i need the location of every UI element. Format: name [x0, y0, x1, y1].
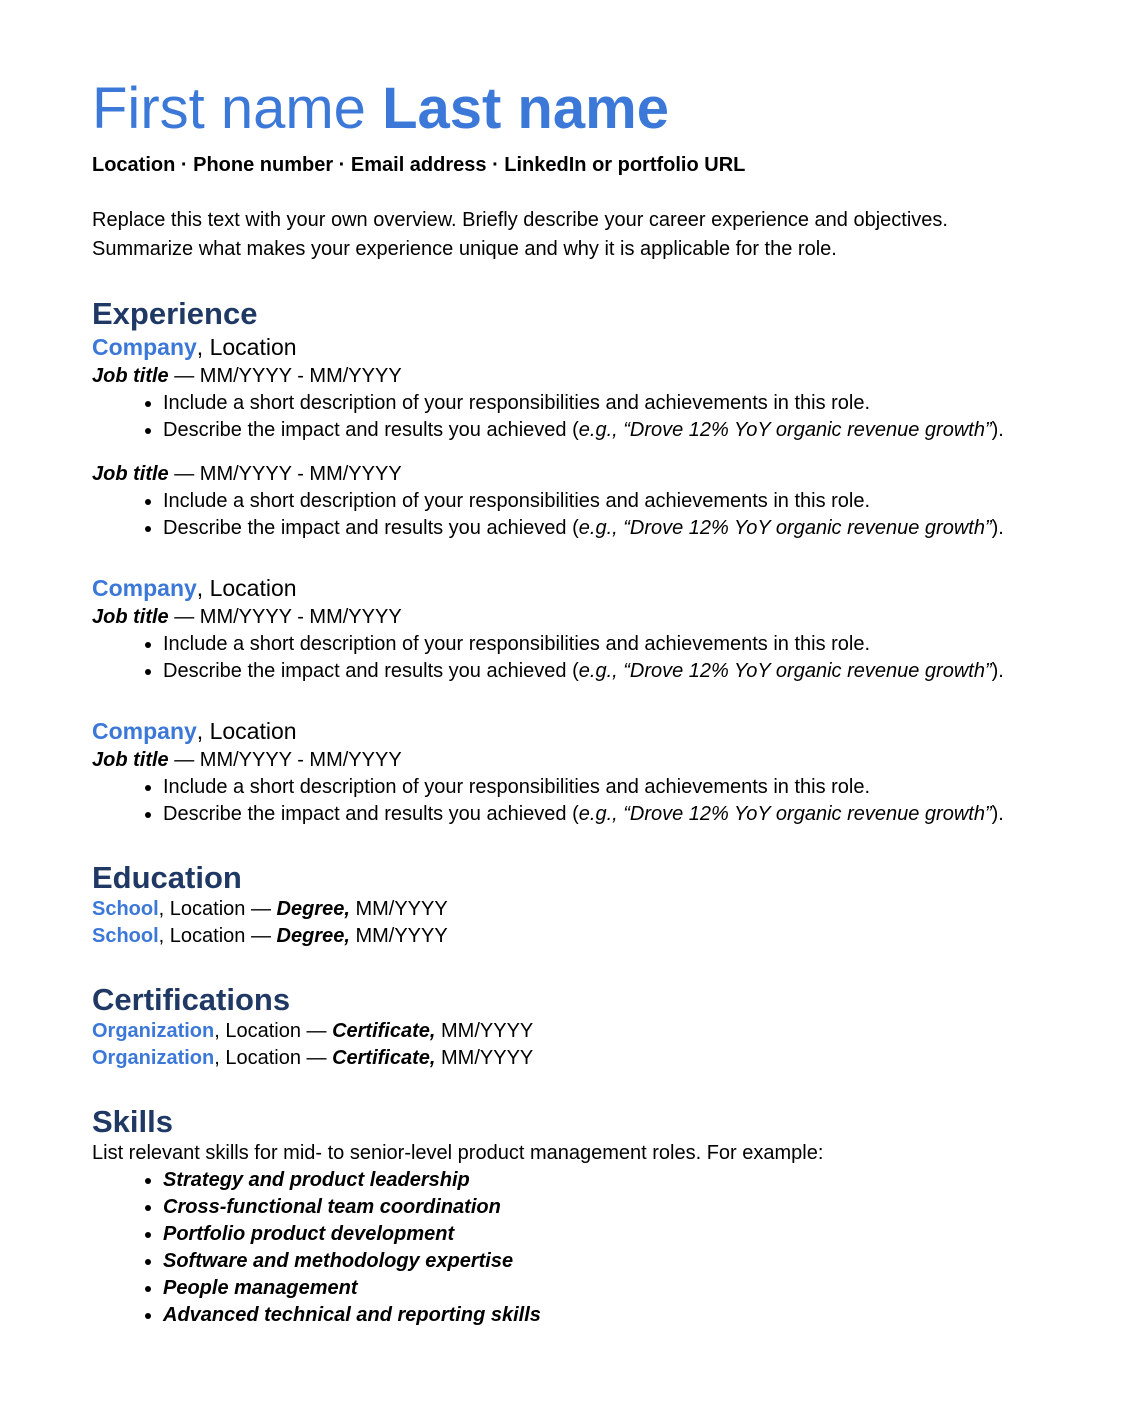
- bullet-text-end: ).: [991, 419, 1004, 441]
- job-title-line: [92, 363, 1034, 390]
- certifications-heading: Certifications: [92, 982, 291, 1017]
- bullet-text: Include a short description of your responsibilities and achievements in this role.: [163, 776, 871, 798]
- job-title: Job title: [92, 749, 169, 771]
- education-entry: [92, 923, 1034, 950]
- job-bullet: [163, 774, 1034, 801]
- company-location-line: [92, 334, 1034, 361]
- bullet-text: Describe the impact and results you achieved (: [163, 660, 579, 682]
- school-name: School: [92, 898, 159, 920]
- bullet-text: Describe the impact and results you achieved (: [163, 419, 579, 441]
- job-bullet: [163, 801, 1034, 828]
- job-title-line: [92, 747, 1034, 774]
- organization-name: Organization: [92, 1047, 215, 1069]
- job-bullet-list: [92, 631, 1034, 685]
- experience-company-block: [92, 334, 1034, 542]
- skill-item: [163, 1221, 1034, 1248]
- job-title: Job title: [92, 463, 169, 485]
- skill-item: [163, 1194, 1034, 1221]
- overview-paragraph: Replace this text with your own overview. Briefly describe your career experience and objectives. Summarize what makes your experience unique and why it is applicable for the role.: [92, 209, 948, 260]
- certification-entry: [92, 1045, 1034, 1072]
- job-bullet: [163, 631, 1034, 658]
- skill-item: [163, 1275, 1034, 1302]
- company-location-line: [92, 575, 1034, 602]
- skills-intro: List relevant skills for mid- to senior-level product management roles. For example:: [92, 1142, 824, 1164]
- job-dates: — MM/YYYY - MM/YYYY: [168, 463, 402, 485]
- certificate-name: Certificate,: [332, 1020, 436, 1042]
- education-heading: Education: [92, 860, 242, 895]
- experience-company-block: [92, 718, 1034, 828]
- bullet-text: Include a short description of your responsibilities and achievements in this role.: [163, 392, 871, 414]
- bullet-text: Describe the impact and results you achieved (: [163, 803, 579, 825]
- certification-location: , Location —: [214, 1047, 333, 1069]
- company-name: Company: [92, 334, 197, 360]
- certificate-name: Certificate,: [332, 1047, 436, 1069]
- job-title: Job title: [92, 606, 169, 628]
- degree-name: Degree,: [276, 925, 350, 947]
- job-bullet-list: [92, 390, 1034, 444]
- certification-location: , Location —: [214, 1020, 333, 1042]
- skill-item: [163, 1302, 1034, 1329]
- education-entry: [92, 896, 1034, 923]
- bullet-example-text: e.g., “Drove 12% YoY organic revenue growth”: [578, 419, 992, 441]
- job-entry: [92, 363, 1034, 444]
- bullet-text-end: ).: [991, 803, 1004, 825]
- skill-text: Portfolio product development: [163, 1223, 455, 1245]
- company-location: , Location: [196, 718, 297, 744]
- job-dates: — MM/YYYY - MM/YYYY: [168, 749, 402, 771]
- job-title: Job title: [92, 365, 169, 387]
- last-name: Last name: [382, 76, 669, 141]
- bullet-example-text: e.g., “Drove 12% YoY organic revenue growth”: [578, 803, 992, 825]
- job-entry: [92, 461, 1034, 542]
- job-title-line: [92, 604, 1034, 631]
- skill-item: [163, 1167, 1034, 1194]
- job-dates: — MM/YYYY - MM/YYYY: [168, 365, 402, 387]
- education-date: MM/YYYY: [349, 925, 448, 947]
- bullet-text: Describe the impact and results you achieved (: [163, 517, 579, 539]
- education-date: MM/YYYY: [349, 898, 448, 920]
- organization-name: Organization: [92, 1020, 215, 1042]
- company-location: , Location: [196, 334, 297, 360]
- job-bullet: [163, 488, 1034, 515]
- certification-date: MM/YYYY: [435, 1047, 534, 1069]
- job-bullet-list: [92, 488, 1034, 542]
- company-name: Company: [92, 575, 197, 601]
- experience-heading: Experience: [92, 296, 258, 331]
- education-location: , Location —: [158, 898, 277, 920]
- skills-heading: Skills: [92, 1104, 173, 1139]
- first-name: First name: [92, 76, 383, 141]
- skill-text: Software and methodology expertise: [163, 1250, 514, 1272]
- bullet-example-text: e.g., “Drove 12% YoY organic revenue growth”: [578, 660, 992, 682]
- job-bullet-list: [92, 774, 1034, 828]
- skill-text: Strategy and product leadership: [163, 1169, 470, 1191]
- job-entry: [92, 604, 1034, 685]
- skill-text: Advanced technical and reporting skills: [163, 1304, 541, 1326]
- certification-date: MM/YYYY: [435, 1020, 534, 1042]
- experience-company-block: [92, 575, 1034, 685]
- job-entry: [92, 747, 1034, 828]
- school-name: School: [92, 925, 159, 947]
- job-bullet: [163, 417, 1034, 444]
- education-location: , Location —: [158, 925, 277, 947]
- resume-name: [92, 76, 1034, 141]
- company-location-line: [92, 718, 1034, 745]
- skills-list: [92, 1167, 1034, 1329]
- job-title-line: [92, 461, 1034, 488]
- skill-text: Cross-functional team coordination: [163, 1196, 501, 1218]
- company-name: Company: [92, 718, 197, 744]
- job-bullet: [163, 390, 1034, 417]
- bullet-text-end: ).: [991, 660, 1004, 682]
- skill-item: [163, 1248, 1034, 1275]
- bullet-text: Include a short description of your responsibilities and achievements in this role.: [163, 490, 871, 512]
- certification-entry: [92, 1018, 1034, 1045]
- company-location: , Location: [196, 575, 297, 601]
- job-bullet: [163, 515, 1034, 542]
- bullet-text-end: ).: [991, 517, 1004, 539]
- degree-name: Degree,: [276, 898, 350, 920]
- contact-line: Location · Phone number · Email address · LinkedIn or portfolio URL: [92, 154, 746, 176]
- job-bullet: [163, 658, 1034, 685]
- bullet-text: Include a short description of your responsibilities and achievements in this role.: [163, 633, 871, 655]
- bullet-example-text: e.g., “Drove 12% YoY organic revenue growth”: [578, 517, 992, 539]
- skill-text: People management: [163, 1277, 358, 1299]
- job-dates: — MM/YYYY - MM/YYYY: [168, 606, 402, 628]
